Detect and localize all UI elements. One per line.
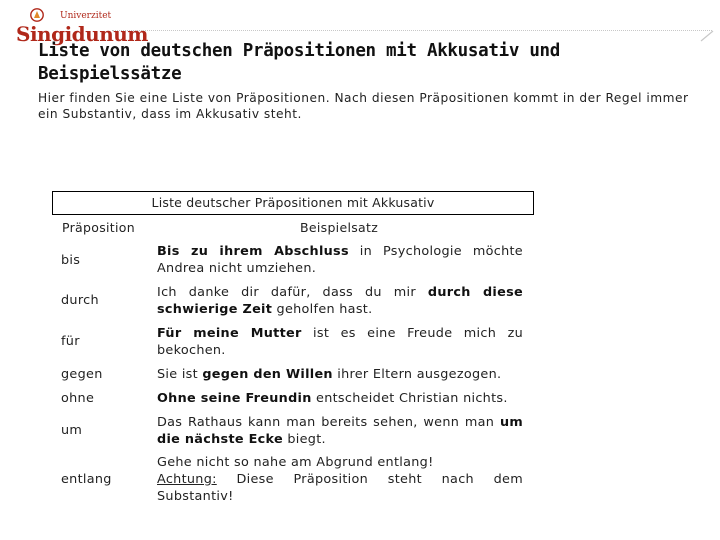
example-text: biegt. <box>282 432 326 447</box>
example-highlight: durch diese schwierige Zeit <box>157 285 523 317</box>
example-text: Gehe nicht so nahe am Abgrund entlang! <box>157 455 434 470</box>
table-caption: Liste deutscher Präpositionen mit Akkusativ <box>52 191 534 215</box>
example-sentence <box>157 454 523 505</box>
example-text: ihrer Eltern ausgezogen. <box>332 367 502 382</box>
example-sentence <box>157 414 523 448</box>
preposition-cell: um <box>61 423 83 438</box>
example-sentence <box>157 243 523 277</box>
preposition-cell: ohne <box>61 391 95 406</box>
example-text: Ich danke dir dafür, dass du mir <box>157 285 428 300</box>
example-sentence <box>157 325 523 359</box>
column-header-example: Beispielsatz <box>300 220 379 235</box>
page-title: Liste von deutschen Präpositionen mit Akkusativ und Beispielssätze <box>38 41 561 84</box>
example-sentence <box>157 390 523 407</box>
example-text: Das Rathaus kann man bereits sehen, wenn man <box>157 415 500 430</box>
example-highlight: gegen den Willen <box>202 367 333 382</box>
preposition-cell: gegen <box>61 367 103 382</box>
column-header-preposition: Präposition <box>62 220 135 235</box>
example-highlight: Für meine Mutter <box>157 326 302 341</box>
preposition-cell: entlang <box>61 472 112 487</box>
preposition-cell: bis <box>61 253 81 268</box>
logo-university-text: Univerzitet <box>60 11 112 21</box>
example-text: geholfen hast. <box>272 302 373 317</box>
example-highlight: Ohne seine Freundin <box>157 391 312 406</box>
example-sentence <box>157 366 523 383</box>
header-divider <box>112 30 712 31</box>
example-sentence <box>157 284 523 318</box>
university-logo <box>10 8 148 46</box>
logo-brand-text: Singidunum <box>16 22 148 46</box>
intro-paragraph: Hier finden Sie eine Liste von Präpositionen. Nach diesen Präpositionen kommt in der Regel immer ein Substantiv, dass im Akkusativ steht. <box>38 91 689 121</box>
corner-chevron-icon <box>700 30 714 42</box>
emblem-icon <box>30 8 44 22</box>
example-text: Sie ist <box>157 367 203 382</box>
example-text: entscheidet Christian nichts. <box>311 391 508 406</box>
note-text: Diese Präposition steht nach dem Substantiv! <box>157 472 523 504</box>
preposition-cell: für <box>61 334 80 349</box>
note-label: Achtung: <box>157 472 217 487</box>
preposition-cell: durch <box>61 293 99 308</box>
example-highlight: Bis zu ihrem Abschluss <box>157 244 349 259</box>
example-highlight: um die nächste Ecke <box>157 415 523 447</box>
example-text: ist es eine Freude mich zu bekochen. <box>157 326 523 358</box>
example-text: in Psychologie möchte Andrea nicht umziehen. <box>157 244 523 276</box>
